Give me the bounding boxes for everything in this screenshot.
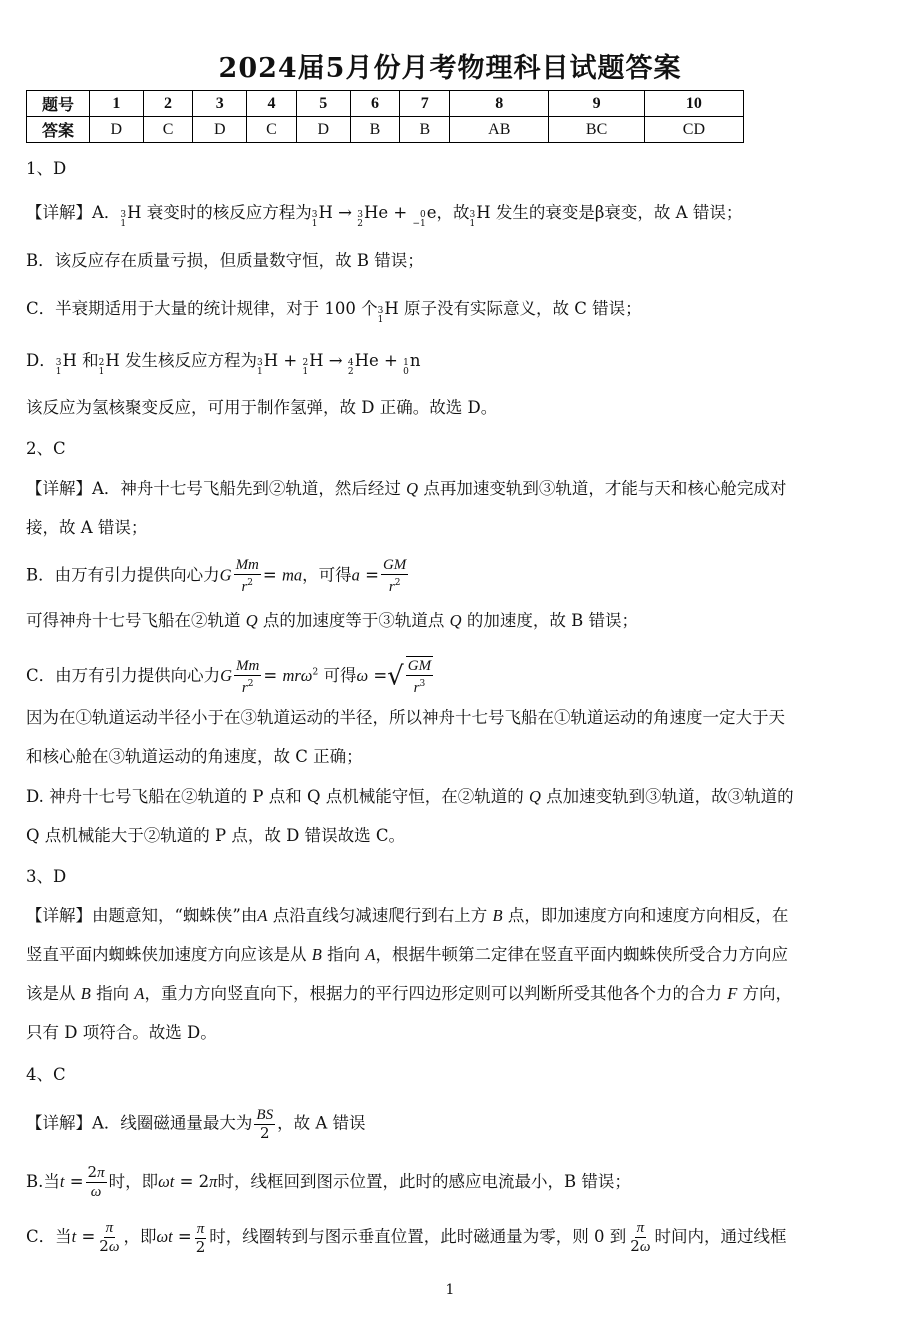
answer-table (26, 90, 744, 143)
text: 点加速变轨到③轨道，故③轨道的 (546, 787, 794, 806)
question-number: 4 (247, 91, 297, 117)
question-number: 9 (549, 91, 644, 117)
fraction: $\frac{Mm}{r^2}$ (235, 557, 259, 595)
question-number: 1 (90, 91, 144, 117)
text: D． (26, 351, 56, 370)
fraction: $\frac{Mm}{r^2}$ (236, 657, 260, 696)
text: H 原子没有实际意义，故 C 错误； (384, 299, 642, 318)
answer-cell: D (193, 117, 247, 143)
text: 指向 (96, 984, 130, 1003)
question-number: 5 (296, 91, 350, 117)
nuclide-scripts: 3 1 (469, 210, 476, 229)
nuclide-scripts: 2 1 (98, 358, 105, 377)
q2-explain-d: D. 神舟十七号飞船在②轨道的 P 点和 Q 点机械能守恒，在②轨道的 Q 点加速变轨到③轨道，故③轨道的 (26, 787, 794, 806)
answer-cell: D (296, 117, 350, 143)
text: ，故 (436, 203, 470, 222)
nuclide-scripts: 1 0 (403, 358, 409, 377)
text: 时，线框回到图示位置，此时的感应电流最小，B 错误； (217, 1172, 631, 1191)
q2-explain-c: C．由万有引力提供向心力G $\frac{Mm}{r^2}$ = mrω$^2$ 可得ω =√ $\frac{GM}{r^3}$ (26, 656, 876, 697)
nuclide-scripts: 3 2 (357, 210, 363, 229)
nuclide-scripts: 3 1 (55, 358, 62, 377)
sqrt-expression: √ $\frac{GM}{r^3}$ (387, 658, 432, 696)
q2-heading: 2、C (26, 439, 66, 458)
question-number: 3 (193, 91, 247, 117)
answer-cell: AB (450, 117, 549, 143)
nuclide-scripts: 4 2 (347, 358, 354, 377)
q2-explain-c-cont2: 和核心舱在③轨道运动的角速度，故 C 正确； (26, 747, 363, 766)
answer-label: 答案 (27, 117, 90, 143)
answer-cell: CD (644, 117, 743, 143)
page-title: 2024届5月份月考物理科目试题答案 (218, 53, 682, 84)
answer-table-answer-row (27, 117, 744, 143)
page-number: 1 (445, 1282, 455, 1298)
nuclide-scripts: 0 −1 (412, 210, 426, 229)
q1-explain-d: D． 3 1 H 和 2 1 H 发生核反应方程为 3 1 H + 2 1 H → 4 2 He + 1 0 n (26, 351, 421, 377)
text: ，根据牛顿第二定律在竖直平面内蜘蛛侠所受合力方向应 (375, 945, 788, 964)
nuclide-scripts: 3 1 (377, 306, 384, 325)
q4-explain-b: B.当t = $\frac{2\pi}{\omega}$ 时，即ωt = 2π时，线框回到图示位置，此时的感应电流最小，B 错误； (26, 1163, 631, 1200)
q2-explain-b-cont: 可得神舟十七号飞船在②轨道 Q 点的加速度等于③轨道点 Q 的加速度，故 B 错误； (26, 611, 638, 630)
fraction: $\frac{BS}{2}$ (256, 1107, 274, 1142)
question-number: 6 (350, 91, 400, 117)
text: 的加速度，故 B 错误； (466, 611, 638, 630)
answer-cell: C (143, 117, 193, 143)
q4-heading: 4、C (26, 1065, 66, 1084)
nuclide-scripts: 3 1 (120, 210, 127, 229)
answer-cell: BC (549, 117, 644, 143)
text: H 和 (62, 351, 99, 370)
text: 【详解】由题意知，“蜘蛛侠”由 (26, 906, 258, 925)
text: H 衰变时的核反应方程为 (127, 203, 312, 222)
q1-conclusion: 该反应为氢核聚变反应，可用于制作氢弹，故 D 正确。故选 D。 (26, 398, 498, 417)
text: 【详解】A． (26, 203, 121, 222)
text: 点再加速变轨到③轨道，才能与天和核心舱完成对 (423, 479, 787, 498)
answer-cell: B (350, 117, 400, 143)
text: H 发生的衰变是β衰变，故 A 错误； (476, 203, 743, 222)
answer-cell: B (400, 117, 450, 143)
text: ，重力方向竖直向下，根据力的平行四边形定则可以判断所受其他各个力的合力 (144, 984, 722, 1003)
fraction: $\frac{2\pi}{\omega}$ (87, 1163, 105, 1200)
q1-explain-c (26, 298, 876, 325)
q1-explain-a: 【详解】A． 3 1 H 衰变时的核反应方程为 3 1 H → 3 2 He + 0 −1 e，故 3 1 H 发生的衰变是β衰变，故 A 错误； (26, 203, 743, 229)
question-number: 7 (400, 91, 450, 117)
q2-explain-d-cont: Q 点机械能大于②轨道的 P 点，故 D 错误故选 C。 (26, 826, 405, 845)
text: ，即 (123, 1227, 157, 1246)
text: 方向， (742, 984, 793, 1003)
answer-cell: D (90, 117, 144, 143)
text: 可得 (323, 666, 357, 685)
q2-explain-c-cont: 因为在①轨道运动半径小于在③轨道运动的半径，所以神舟十七号飞船在①轨道运动的角速度一定大于天 (26, 708, 785, 727)
text: B.当 (26, 1172, 60, 1191)
text: B．由万有引力提供向心力 (26, 565, 220, 585)
q2-explain-a-cont: 接，故 A 错误； (26, 518, 148, 537)
q3-explain-1: 【详解】由题意知，“蜘蛛侠”由A 点沿直线匀减速爬行到右上方 B 点，即加速度方向和速度方向相反，在 (26, 906, 789, 925)
q2-explain-a: 【详解】A．神舟十七号飞船先到②轨道，然后经过 Q 点再加速变轨到③轨道，才能与天和核心舱完成对 (26, 479, 787, 498)
text: 点，即加速度方向和速度方向相反，在 (507, 906, 789, 925)
nuclide-scripts: 3 1 (256, 358, 263, 377)
q3-heading: 3、D (26, 867, 67, 886)
text: 【详解】A．神舟十七号飞船先到②轨道，然后经过 (26, 479, 401, 498)
q4-explain-a (26, 1106, 876, 1142)
text: 点沿直线匀减速爬行到右上方 (272, 906, 488, 925)
text: 【详解】A．线圈磁通量最大为 (26, 1113, 253, 1133)
text: 时间内，通过线框 (654, 1227, 787, 1246)
text: H 发生核反应方程为 (105, 351, 257, 370)
question-number: 10 (644, 91, 743, 117)
q3-conclusion: 只有 D 项符合。故选 D。 (26, 1023, 217, 1042)
q3-explain-3: 该是从 B 指向 A，重力方向竖直向下，根据力的平行四边形定则可以判断所受其他各个力的合力 F 方向， (26, 984, 793, 1003)
text: 时，线圈转到与图示垂直位置，此时磁通量为零，则 0 到 (209, 1227, 627, 1246)
fraction: $\frac{\pi}{2\omega}$ (99, 1220, 120, 1255)
text: C．当 (26, 1227, 72, 1246)
q1-heading: 1、D (26, 159, 67, 178)
nuclide-scripts: 2 1 (302, 358, 309, 377)
fraction: $\frac{\pi}{2\omega}$ (630, 1220, 651, 1255)
text: 时，即 (108, 1172, 159, 1191)
text: C．由万有引力提供向心力 (26, 666, 221, 685)
fraction: $\frac{\pi}{2}$ (195, 1220, 206, 1256)
text: 指向 (327, 945, 361, 964)
text: 该是从 (26, 984, 76, 1003)
q2-explain-b: B．由万有引力提供向心力G $\frac{Mm}{r^2}$ = ma，可得a = $\frac{GM}{r^2}$ (26, 557, 407, 595)
text: 点的加速度等于③轨道点 (262, 611, 445, 630)
answer-table-header-row (27, 91, 744, 117)
q3-explain-2: 竖直平面内蜘蛛侠加速度方向应该是从 B 指向 A，根据牛顿第二定律在竖直平面内蜘蛛侠所受合力方向应 (26, 945, 788, 964)
fraction: $\frac{GM}{r^2}$ (382, 557, 407, 595)
answer-cell: C (247, 117, 297, 143)
text: D. 神舟十七号飞船在②轨道的 P 点和 Q 点机械能守恒，在②轨道的 (26, 787, 524, 806)
nuclide-scripts: 3 1 (311, 210, 318, 229)
question-number: 2 (143, 91, 193, 117)
question-number-label: 题号 (27, 91, 90, 117)
text: ，故 A 错误 (277, 1113, 366, 1133)
q4-explain-c: C．当t = $\frac{\pi}{2\omega}$ ，即ωt = $\frac{\pi}{2}$ 时，线圈转到与图示垂直位置，此时磁通量为零，则 0 到 $\frac{\pi}{2\omega}$ 时间内，通过线框 (26, 1220, 787, 1256)
text: 竖直平面内蜘蛛侠加速度方向应该是从 (26, 945, 307, 964)
text: C．半衰期适用于大量的统计规律，对于 100 个 (26, 299, 378, 318)
text: 可得神舟十七号飞船在②轨道 (26, 611, 241, 630)
question-number: 8 (450, 91, 549, 117)
q1-explain-b: B．该反应存在质量亏损，但质量数守恒，故 B 错误； (26, 251, 424, 270)
text: ，可得 (302, 565, 352, 585)
